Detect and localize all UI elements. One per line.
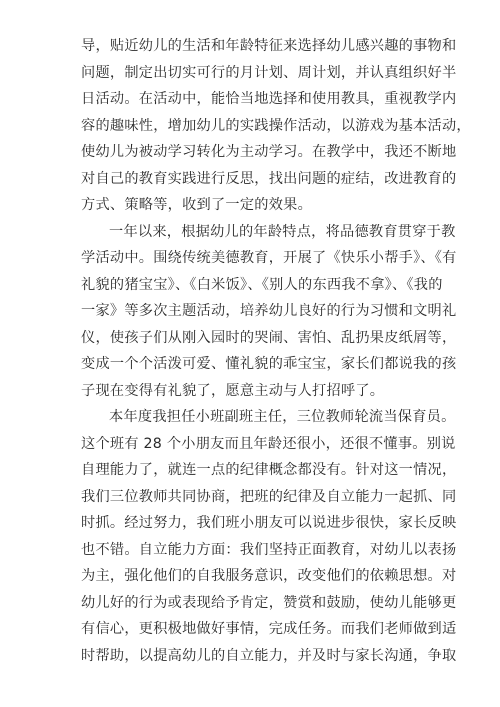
- text-line: 容的趣味性，增加幼儿的实践操作活动，以游戏为基本活动，: [81, 117, 471, 134]
- text-line: 这个班有 28 个小朋友而且年龄还很小，还很不懂事。别说: [81, 435, 456, 452]
- text-line: 子现在变得有礼貌了，愿意主动与人打招呼了。: [81, 382, 385, 399]
- body-text: [81, 33, 471, 669]
- text-line: 我们三位教师共同协商，把班的纪律及自立能力一起抓、同: [81, 488, 457, 505]
- text-line: 问题，制定出切实可行的月计划、周计划，并认真组织好半: [81, 64, 457, 81]
- text-line: 一家》等多次主题活动，培养幼儿良好的行为习惯和文明礼: [81, 303, 457, 319]
- paragraph-start-line: 本年度我担任小班副班主任，三位教师轮流当保育员。: [109, 409, 456, 425]
- text-line: 自理能力了，就连一点的纪律概念都没有。针对这一情况，: [81, 462, 457, 478]
- text-line: 也不错。自立能力方面：我们坚持正面教育，对幼儿以表扬: [81, 541, 457, 558]
- text-line: 变成一个个活泼可爱、懂礼貌的乖宝宝，家长们都说我的孩: [81, 356, 457, 372]
- text-line: 方式、策略等，收到了一定的效果。: [81, 197, 313, 213]
- text-line: 为主，强化他们的自我服务意识，改变他们的依赖思想。对: [81, 568, 457, 584]
- text-line: 幼儿好的行为或表现给予肯定，赞赏和鼓励，使幼儿能够更: [81, 594, 457, 611]
- text-line: 时抓。经过努力，我们班小朋友可以说进步很快，家长反映: [81, 515, 457, 531]
- text-line: 有信心，更积极地做好事情，完成任务。而我们老师做到适: [81, 621, 457, 637]
- text-line: 仪，使孩子们从刚入园时的哭闹、害怕、乱扔果皮纸屑等，: [81, 329, 457, 346]
- text-line: 使幼儿为被动学习转化为主动学习。在教学中，我还不断地: [81, 144, 457, 160]
- text-line: 对自己的教育实践进行反思，找出问题的症结，改进教育的: [81, 170, 457, 187]
- paragraph-start-line: 一年以来，根据幼儿的年龄特点，将品德教育贯穿于教: [109, 223, 456, 240]
- text-line: 导，贴近幼儿的生活和年龄特征来选择幼儿感兴趣的事物和: [81, 38, 457, 54]
- text-line: 时帮助，以提高幼儿的自立能力，并及时与家长沟通，争取: [81, 647, 457, 664]
- text-line: 日活动。在活动中，能恰当地选择和使用教具，重视教学内: [81, 91, 457, 107]
- text-line: 学活动中。围绕传统美德教育，开展了《快乐小帮手》、《有: [81, 250, 457, 266]
- text-line: 礼貌的猪宝宝》、《白米饭》、《别人的东西我不拿》、《我的: [81, 276, 443, 293]
